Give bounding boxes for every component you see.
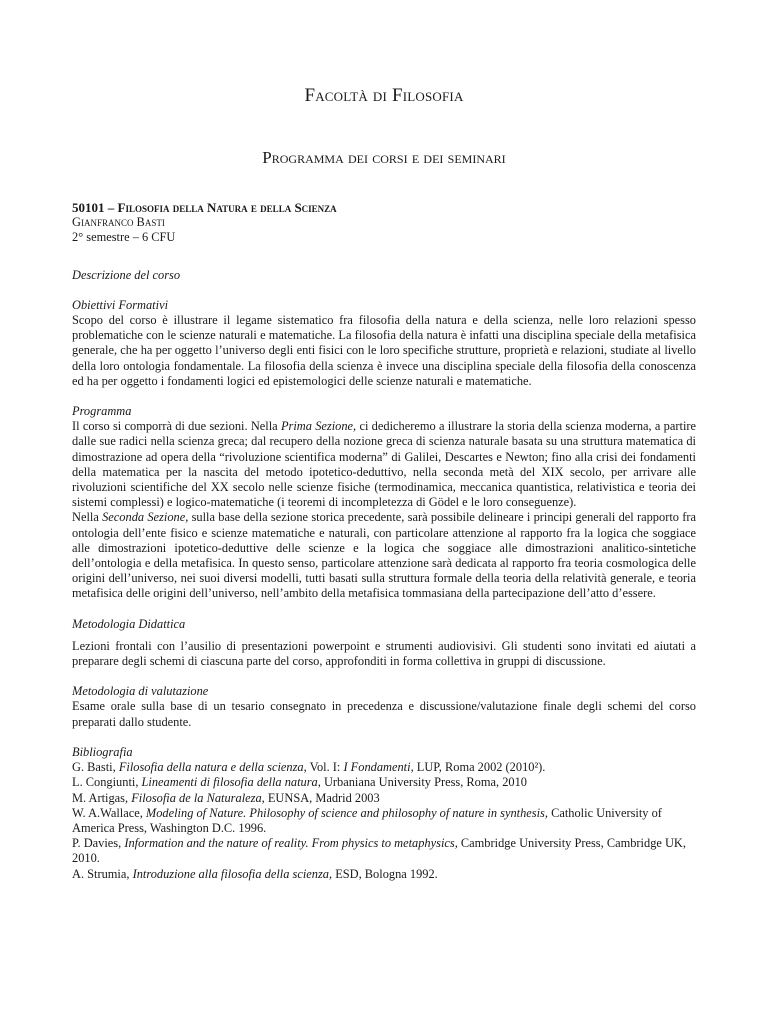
bibliography-label: Bibliografia <box>72 744 133 759</box>
didactics-text: Lezioni frontali con l’ausilio di presentazioni powerpoint e strumenti audiovisivi. Gli studenti sono invitati ed aiutati a preparare degli schemi di ciascuna parte del corso, approfonditi in forma collettiva in gruppi di discussione. <box>72 638 696 669</box>
program-p1-emphasis: Prima Sezione, <box>280 419 357 434</box>
program-label: Programma <box>72 404 132 419</box>
program-paragraph-2 <box>72 510 696 601</box>
course-teacher: Gianfranco Basti <box>72 215 165 230</box>
bibliography-author: M. Artigas, <box>72 790 132 805</box>
bibliography-publisher: Catholic University of America Press, Washington D.C. 1996. <box>72 805 662 835</box>
bibliography-title: Filosofia de la Naturaleza, <box>131 790 265 805</box>
program-paragraph-1 <box>72 419 696 510</box>
objectives-label: Obiettivi Formativi <box>72 297 169 312</box>
bibliography-entry <box>72 836 696 866</box>
bibliography-publisher: Urbaniana University Press, Roma, 2010 <box>320 775 527 790</box>
bibliography-author: W. A.Wallace, <box>72 805 146 820</box>
faculty-heading: Facoltà di Filosofia <box>304 85 464 106</box>
description-label: Descrizione del corso <box>72 267 181 282</box>
bibliography-entry <box>72 791 696 806</box>
bibliography-author: A. Strumia, <box>72 866 133 881</box>
evaluation-text: Esame orale sulla base di un tesario consegnato in precedenza e discussione/valutazione finale degli schemi del corso preparati dallo studente. <box>72 699 696 729</box>
program-p1-text-a: Il corso si comporrà di due sezioni. Nella <box>72 419 281 434</box>
bibliography-publisher: , LUP, Roma 2002 (2010²). <box>410 760 546 775</box>
didactics-label: Metodologia Didattica <box>72 616 186 631</box>
bibliography-publisher: EUNSA, Madrid 2003 <box>264 790 380 805</box>
program-p2-text-a: Nella <box>72 510 103 525</box>
bibliography <box>72 745 696 882</box>
document-body <box>72 200 696 882</box>
bibliography-entry <box>72 775 696 790</box>
bibliography-volume: Vol. I: <box>306 760 344 775</box>
evaluation-label: Metodologia di valutazione <box>72 684 209 699</box>
bibliography-author: P. Davies, <box>72 836 125 851</box>
course-title: 50101 – Filosofia della Natura e della Scienza <box>72 200 337 215</box>
bibliography-title: Introduzione alla filosofia della scienza, <box>132 866 333 881</box>
program-p2-emphasis: Seconda Sezione, <box>102 510 189 525</box>
objectives-text: Scopo del corso è illustrare il legame sistematico fra filosofia della natura e della scienza, nelle loro relazioni spesso problematiche con le scienze naturali e matematiche. La filosofia della natura è infatti una disciplina speciale della metafisica generale, che ha per oggetto l’universo degli enti fisici con le loro specifiche strutture, proprietà e relazioni, studiate al livello della loro ontologia fondamentale. La filosofia della scienza è invece una disciplina speciale della filosofia della conoscenza ed ha per oggetto i fondamenti logici ed epistemologici delle scienze naturali e matematiche. <box>72 313 696 388</box>
bibliography-entry <box>72 806 696 836</box>
bibliography-entry <box>72 867 696 882</box>
bibliography-publisher: ESD, Bologna 1992. <box>332 866 438 881</box>
bibliography-author: L. Congiunti, <box>72 775 142 790</box>
bibliography-list <box>72 760 696 882</box>
course-semester: 2° semestre – 6 CFU <box>72 230 176 245</box>
bibliography-entry <box>72 760 696 775</box>
bibliography-author: G. Basti, <box>72 760 119 775</box>
bibliography-title: Filosofia della natura e della scienza, <box>118 760 307 775</box>
program-heading: Programma dei corsi e dei seminari <box>262 148 506 167</box>
bibliography-title: Information and the nature of reality. From physics to metaphysics, <box>124 836 458 851</box>
bibliography-publisher: Cambridge University Press, Cambridge UK, 2010. <box>72 836 686 866</box>
bibliography-title: Lineamenti di filosofia della natura, <box>141 775 321 790</box>
bibliography-title: Modeling of Nature. Philosophy of science and philosophy of nature in synthesis, <box>145 805 548 820</box>
bibliography-subtitle: I Fondamenti <box>343 760 411 775</box>
program-p1-text-b: ci dedicheremo a illustrare la storia della scienza moderna, a partire dalle sue radici nella scienza greca; dal recupero della nozione greca di scienza naturale basata su una struttura matematica di dimostrazione ad opera della “rivoluzione scientifica moderna” di Galilei, Descartes e Newton; fino alla crisi dei fondamenti della matematica per la nascita del metodo ipotetico-deduttivo, nella seconda metà del XIX secolo, per arrivare alle rivoluzioni scientifiche del XX secolo nelle scienze fisiche (termodinamica, meccanica quantistica, relativistica e teoria dei sistemi complessi) e logico-matematiche (i teoremi di incompletezza di Gödel e le loro conseguenze). <box>72 419 697 510</box>
program-p2-text-b: sulla base della sezione storica precedente, sarà possibile delineare i principi generali del rapporto fra ontologia dell’ente fisico e scienze matematiche e naturali, con particolare attenzione al rapporto fra la logica che soggiace alle dimostrazioni ipotetico-deduttive delle scienze e la logica che soggiace alle dimostrazioni analitico-sintetiche dell’ontologia e della metafisica. In questo senso, particolare attenzione sarà dedicata al rapporto fra teoria cosmologica delle origini dell’universo, nei suoi diversi modelli, tutti basati sulla struttura formale della teoria della relatività generale, e teoria metafisica delle origini dell’universo, nell’ambito della metafisica tommasiana della partecipazione dell’atto d’essere. <box>72 510 696 601</box>
